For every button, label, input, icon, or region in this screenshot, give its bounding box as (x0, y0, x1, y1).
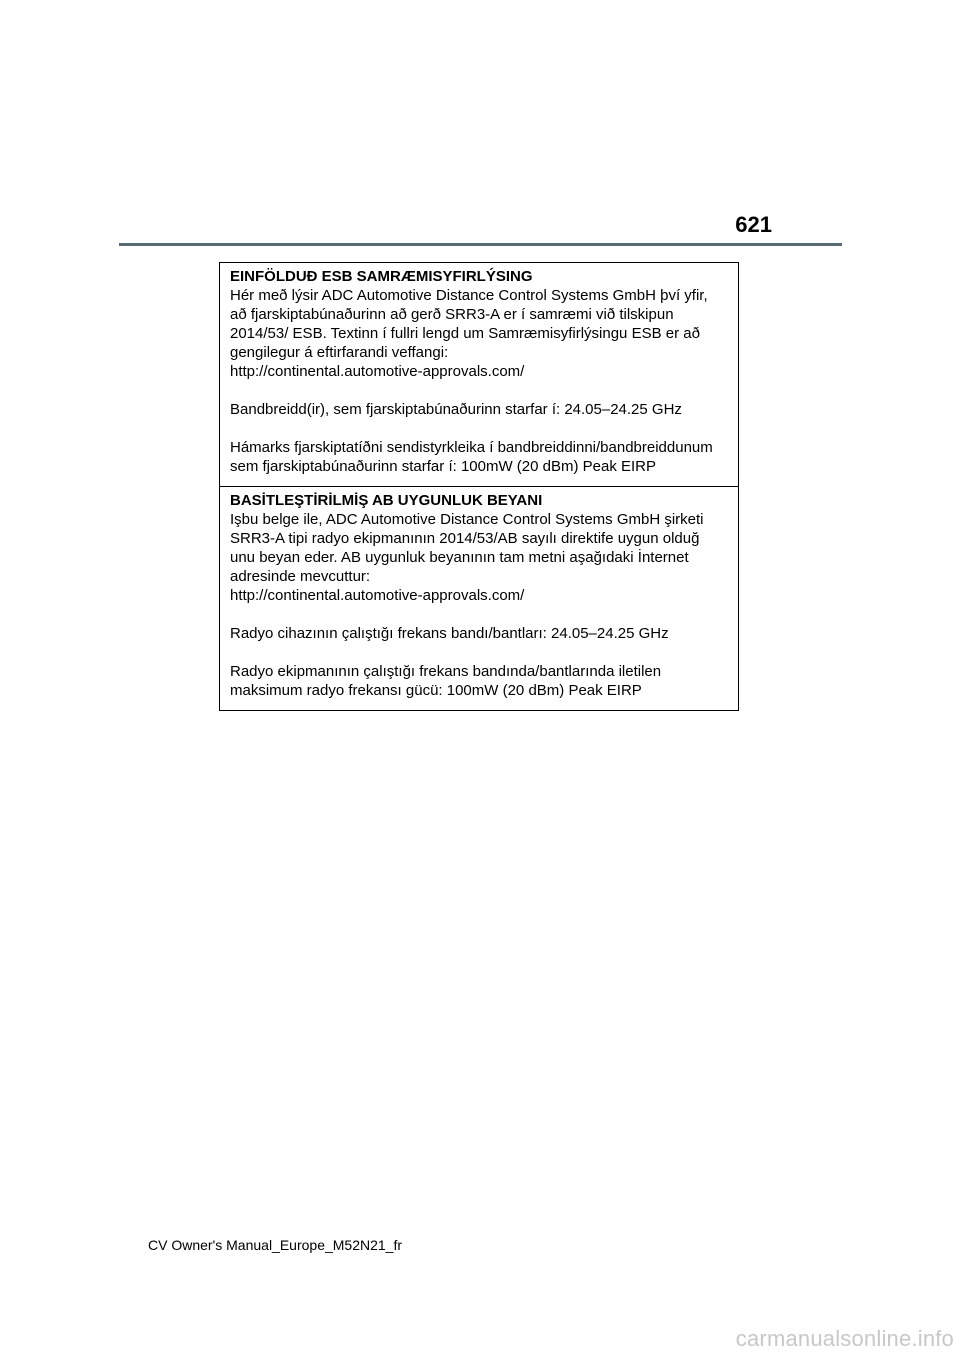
approvals-url: http://continental.automotive-approvals.com/ (230, 363, 525, 380)
section-title: EINFÖLDUÐ ESB SAMRÆMISYFIRLÝSING (230, 268, 533, 285)
frequency-band-text: Bandbreidd(ir), sem fjarskiptabúnaðurinn starfar í: 24.05–24.25 GHz (230, 401, 682, 418)
section-title: BASİTLEŞTİRİLMİŞ AB UYGUNLUK BEYANI (230, 492, 543, 509)
declaration-text: Hér með lýsir ADC Automotive Distance Control Systems GmbH því yfir, að fjarskiptabúnaðurinn að gerð SRR3-A er í samræmi við tilskipun 2014/53/ ESB. Textinn í fullri lengd um Samræmisyfirlýsingu ESB er að gengilegur á eftirfarandi veffangi: (230, 287, 708, 361)
approvals-url: http://continental.automotive-approvals.com/ (230, 587, 525, 604)
watermark: carmanualsonline.info (735, 1326, 954, 1351)
max-power-text: Hámarks fjarskiptatíðni sendistyrkleika í bandbreiddinni/bandbreiddunum sem fjarskiptabúnaðurinn starfar í: 100mW (20 dBm) Peak EIRP (230, 439, 713, 475)
declaration-text: Işbu belge ile, ADC Automotive Distance Control Systems GmbH şirketi SRR3-A tipi radyo ekipmanının 2014/53/AB sayılı direktife uygun olduğ unu beyan eder. AB uygunluk beyanının tam metni aşağıdaki İnternet adresinde mevcuttur: (230, 511, 704, 585)
declaration-section-turkish (220, 486, 738, 710)
max-power-text: Radyo ekipmanının çalıştığı frekans bandında/bantlarında iletilen maksimum radyo frekansı gücü: 100mW (20 dBm) Peak EIRP (230, 663, 662, 699)
declaration-box (219, 262, 739, 711)
declaration-section-icelandic (220, 263, 738, 486)
frequency-band-text: Radyo cihazının çalıştığı frekans bandı/bantları: 24.05–24.25 GHz (230, 625, 669, 642)
page-footer: CV Owner's Manual_Europe_M52N21_fr (148, 1237, 403, 1253)
page-number: 621 (735, 212, 772, 237)
header-rule (119, 243, 842, 246)
